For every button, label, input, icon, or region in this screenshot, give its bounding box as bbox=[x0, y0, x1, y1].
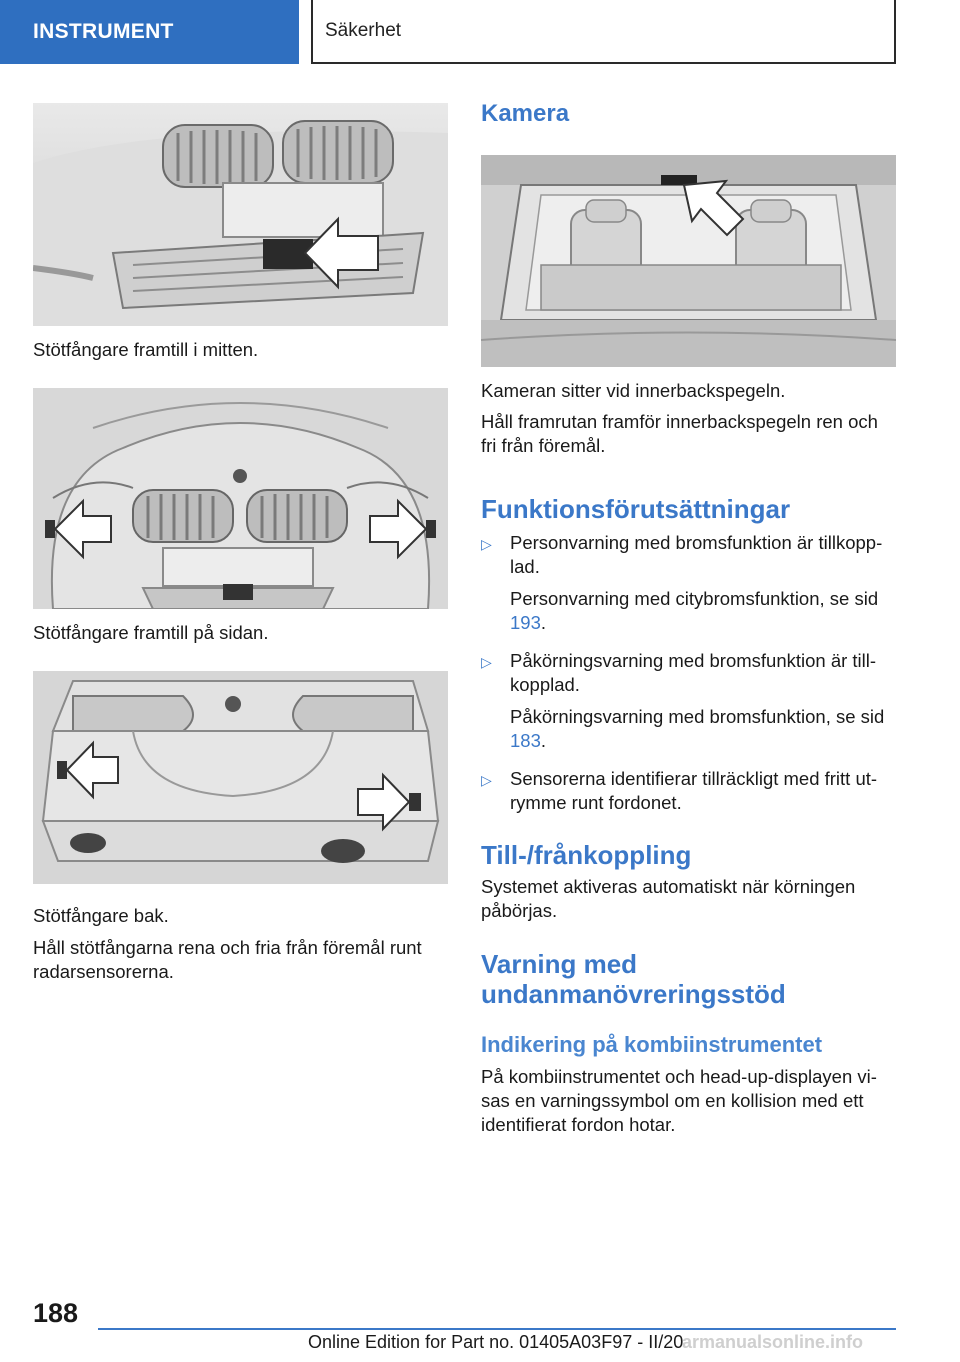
requirements-heading: Funktionsförutsättningar bbox=[481, 494, 791, 524]
footer-divider bbox=[98, 1328, 896, 1330]
camera-cleaning-text: Håll framrutan framför innerbackspegeln ren och fri från föremål. bbox=[481, 411, 878, 456]
caption-rear: Stötfångare bak. bbox=[33, 905, 169, 926]
display-heading: Indikering på kombiinstrumentet bbox=[481, 1032, 823, 1057]
warning-heading: Varning med undanmanövreringsstöd bbox=[481, 949, 786, 1009]
page-link-183[interactable]: 183 bbox=[510, 730, 541, 751]
camera-illustration bbox=[481, 155, 896, 367]
bullet-triangle-icon: ▷ bbox=[481, 654, 492, 670]
chapter-tab bbox=[0, 0, 299, 64]
bullet-triangle-icon: ▷ bbox=[481, 536, 492, 552]
switch-text: Systemet aktiveras automatiskt när körningen påbörjas. bbox=[481, 876, 856, 921]
section-header bbox=[311, 0, 896, 64]
switch-heading: Till-/frånkoppling bbox=[481, 840, 692, 870]
right-column bbox=[481, 100, 897, 1137]
rear-bumper-illustration bbox=[33, 671, 448, 884]
watermark: armanualsonline.info bbox=[682, 1332, 864, 1352]
requirement-sub-text: Påkörningsvarning med bromsfunktion, se sid 183. bbox=[510, 706, 885, 751]
camera-heading: Kamera bbox=[481, 100, 570, 127]
front-bumper-side-illustration bbox=[33, 388, 448, 609]
radar-cleaning-note: Håll stötfångarna rena och fria från föremål runt radarsensorerna. bbox=[33, 937, 422, 982]
left-column bbox=[33, 103, 448, 984]
caption-front-center: Stötfångare framtill i mitten. bbox=[33, 339, 259, 360]
requirement-item: ▷ Sensorerna identifierar tillräckligt med fritt ut-rymme runt fordonet. bbox=[481, 768, 878, 813]
requirement-sub-text: Personvarning med citybromsfunktion, se sid 193. bbox=[510, 588, 879, 633]
page-link-193[interactable]: 193 bbox=[510, 612, 541, 633]
requirement-item: ▷ Påkörningsvarning med bromsfunktion är till-kopplad. bbox=[481, 650, 877, 695]
chapter-title: INSTRUMENT bbox=[33, 20, 174, 43]
bullet-triangle-icon: ▷ bbox=[481, 772, 492, 788]
camera-location-text: Kameran sitter vid innerbackspegeln. bbox=[481, 380, 786, 401]
front-bumper-center-illustration bbox=[33, 103, 448, 326]
page-number: 188 bbox=[33, 1298, 79, 1328]
section-title: Säkerhet bbox=[325, 20, 402, 41]
display-text: På kombiinstrumentet och head-up-displayen vi-sas en varningssymbol om en kollision med ett identifierat fordon hotar. bbox=[481, 1066, 877, 1135]
caption-front-side: Stötfångare framtill på sidan. bbox=[33, 622, 269, 643]
edition-text: Online Edition for Part no. 01405A03F97 - II/20 bbox=[308, 1332, 684, 1352]
requirement-item: ▷ Personvarning med bromsfunktion är tillkopp-lad. bbox=[481, 532, 883, 577]
